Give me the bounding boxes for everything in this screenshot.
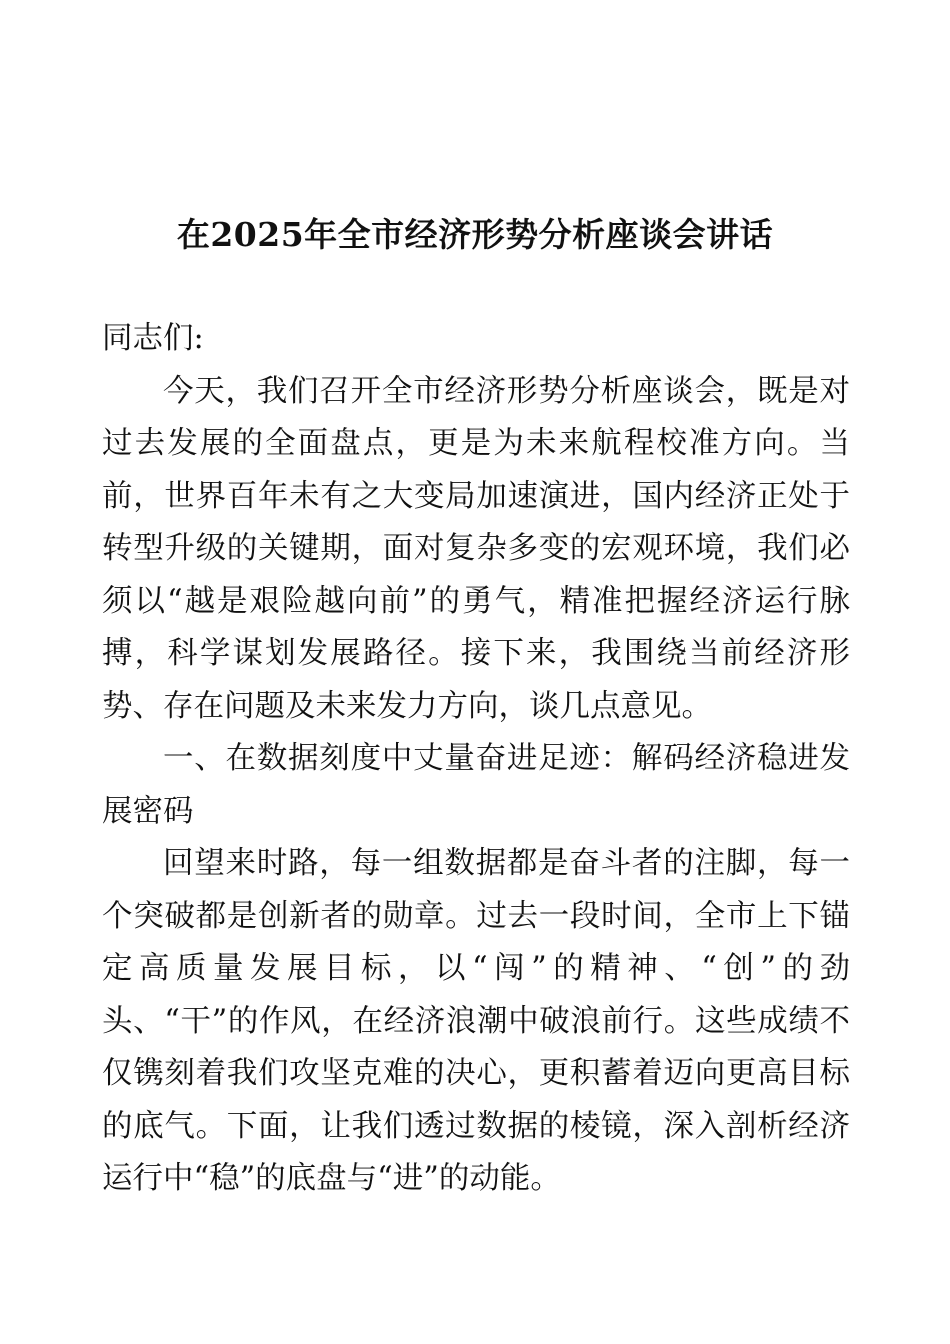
paragraph-review: 回望来时路，每一组数据都是奋斗者的注脚，每一个突破都是创新者的勋章。过去一段时间，全市上下锚定高质量发展目标，以“闯”的精神、“创”的劲头、“干”的作风，在经济浪潮中破浪前行。这些成绩不仅镌刻着我们攻坚克难的决心，更积蓄着迈向更高目标的底气。下面，让我们透过数据的棱镜，深入剖析经济运行中“稳”的底盘与“进”的动能。 — [102, 846, 850, 1196]
document-body — [102, 313, 850, 1206]
salutation: 同志们: — [102, 321, 204, 356]
section-heading-1: 一、在数据刻度中丈量奋进足迹：解码经济稳进发展密码 — [102, 741, 850, 829]
paragraph-intro: 今天，我们召开全市经济形势分析座谈会，既是对过去发展的全面盘点，更是为未来航程校准方向。当前，世界百年未有之大变局加速演进，国内经济正处于转型升级的关键期，面对复杂多变的宏观环境，我们必须以“越是艰险越向前”的勇气，精准把握经济运行脉搏，科学谋划发展路径。接下来，我围绕当前经济形势、存在问题及未来发力方向，谈几点意见。 — [102, 373, 850, 724]
document-title: 在2025年全市经济形势分析座谈会讲话 — [176, 215, 774, 254]
